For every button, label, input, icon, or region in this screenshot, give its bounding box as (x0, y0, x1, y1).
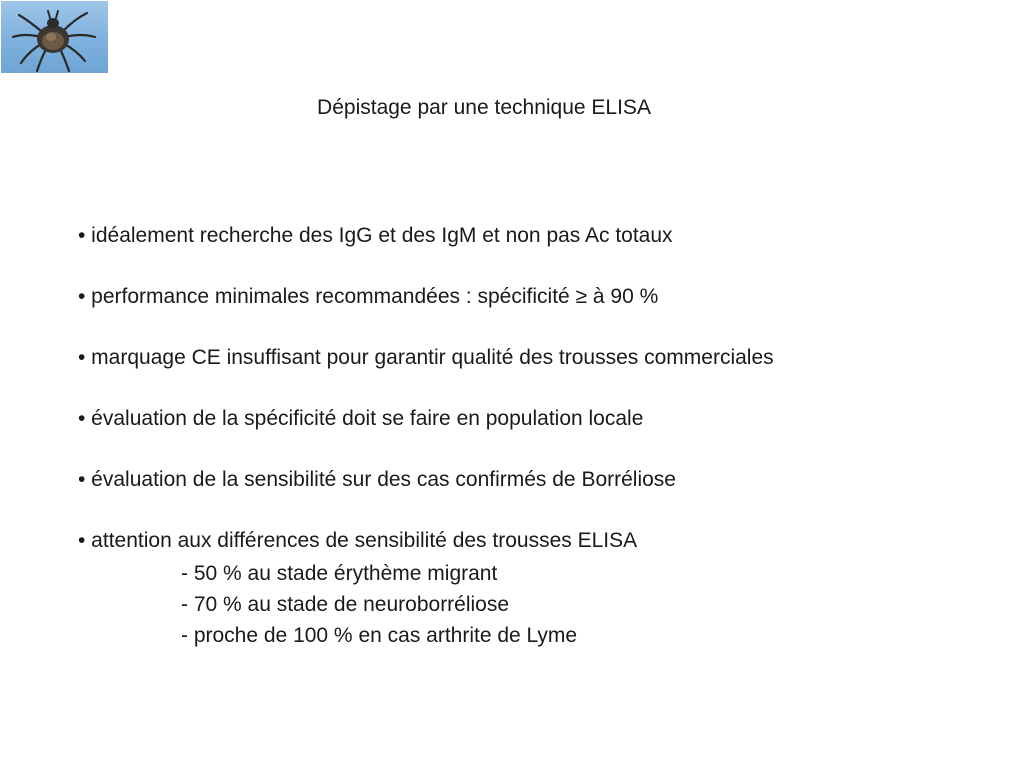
bullet-item: • évaluation de la sensibilité sur des cas confirmés de Borréliose (78, 468, 676, 491)
sub-item: - 70 % au stade de neuroborréliose (181, 593, 510, 616)
tick-icon (1, 1, 108, 73)
sub-item: - 50 % au stade érythème migrant (181, 562, 498, 585)
tick-illustration (1, 1, 108, 73)
bullet-item: • évaluation de la spécificité doit se faire en population locale (78, 407, 644, 430)
bullet-item: • attention aux différences de sensibilité des trousses ELISA (78, 529, 638, 552)
bullet-item: • performance minimales recommandées : spécificité ≥ à 90 % (78, 285, 659, 308)
bullet-item: • marquage CE insuffisant pour garantir qualité des trousses commerciales (78, 346, 774, 369)
sub-item: - proche de 100 % en cas arthrite de Lyme (181, 624, 578, 647)
slide-title: Dépistage par une technique ELISA (317, 96, 651, 119)
bullet-list (78, 222, 1008, 651)
bullet-item: • idéalement recherche des IgG et des IgM et non pas Ac totaux (78, 224, 673, 247)
